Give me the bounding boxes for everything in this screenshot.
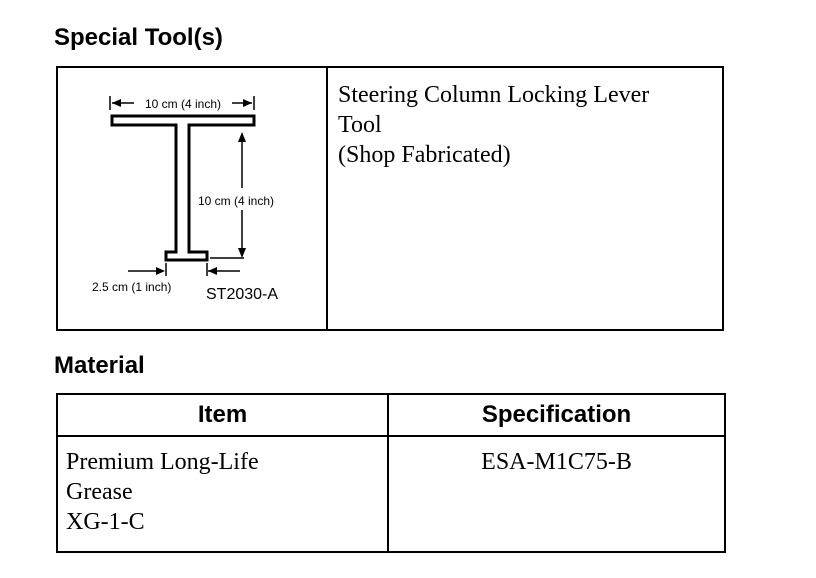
material-heading: Material — [54, 352, 145, 379]
tool-description-line: Steering Column Locking Lever — [338, 82, 650, 108]
tool-figure-cell — [57, 67, 327, 330]
material-item-line: Grease — [66, 479, 133, 505]
tool-diagram — [58, 68, 326, 324]
height-arrowhead-bottom — [238, 248, 246, 258]
width-label: 10 cm (4 inch) — [144, 97, 222, 111]
tool-description-line: Tool — [338, 112, 382, 138]
material-item-cell — [57, 436, 388, 552]
material-table — [56, 393, 726, 553]
part-number: ST2030-A — [206, 286, 279, 303]
material-item-line: Premium Long-Life — [66, 449, 259, 475]
table-row — [57, 67, 723, 330]
foot-label: 2.5 cm (1 inch) — [92, 280, 172, 294]
tool-description-line: (Shop Fabricated) — [338, 142, 511, 168]
height-arrowhead-top — [238, 132, 246, 142]
column-header-specification: Specification — [388, 394, 725, 436]
tool-outline — [112, 116, 254, 260]
tool-description — [327, 67, 723, 330]
table-row — [57, 436, 725, 552]
special-tools-table — [56, 66, 724, 331]
width-arrowhead-left — [112, 99, 121, 107]
width-arrowhead-right — [243, 99, 252, 107]
height-label: 10 cm (4 inch) — [198, 194, 275, 208]
material-item-line: XG-1-C — [66, 509, 145, 535]
table-header-row — [57, 394, 725, 436]
material-specification-cell: ESA-M1C75-B — [388, 436, 725, 552]
column-header-item: Item — [57, 394, 388, 436]
special-tools-heading: Special Tool(s) — [54, 24, 223, 51]
foot-arrowhead-left — [156, 267, 165, 275]
